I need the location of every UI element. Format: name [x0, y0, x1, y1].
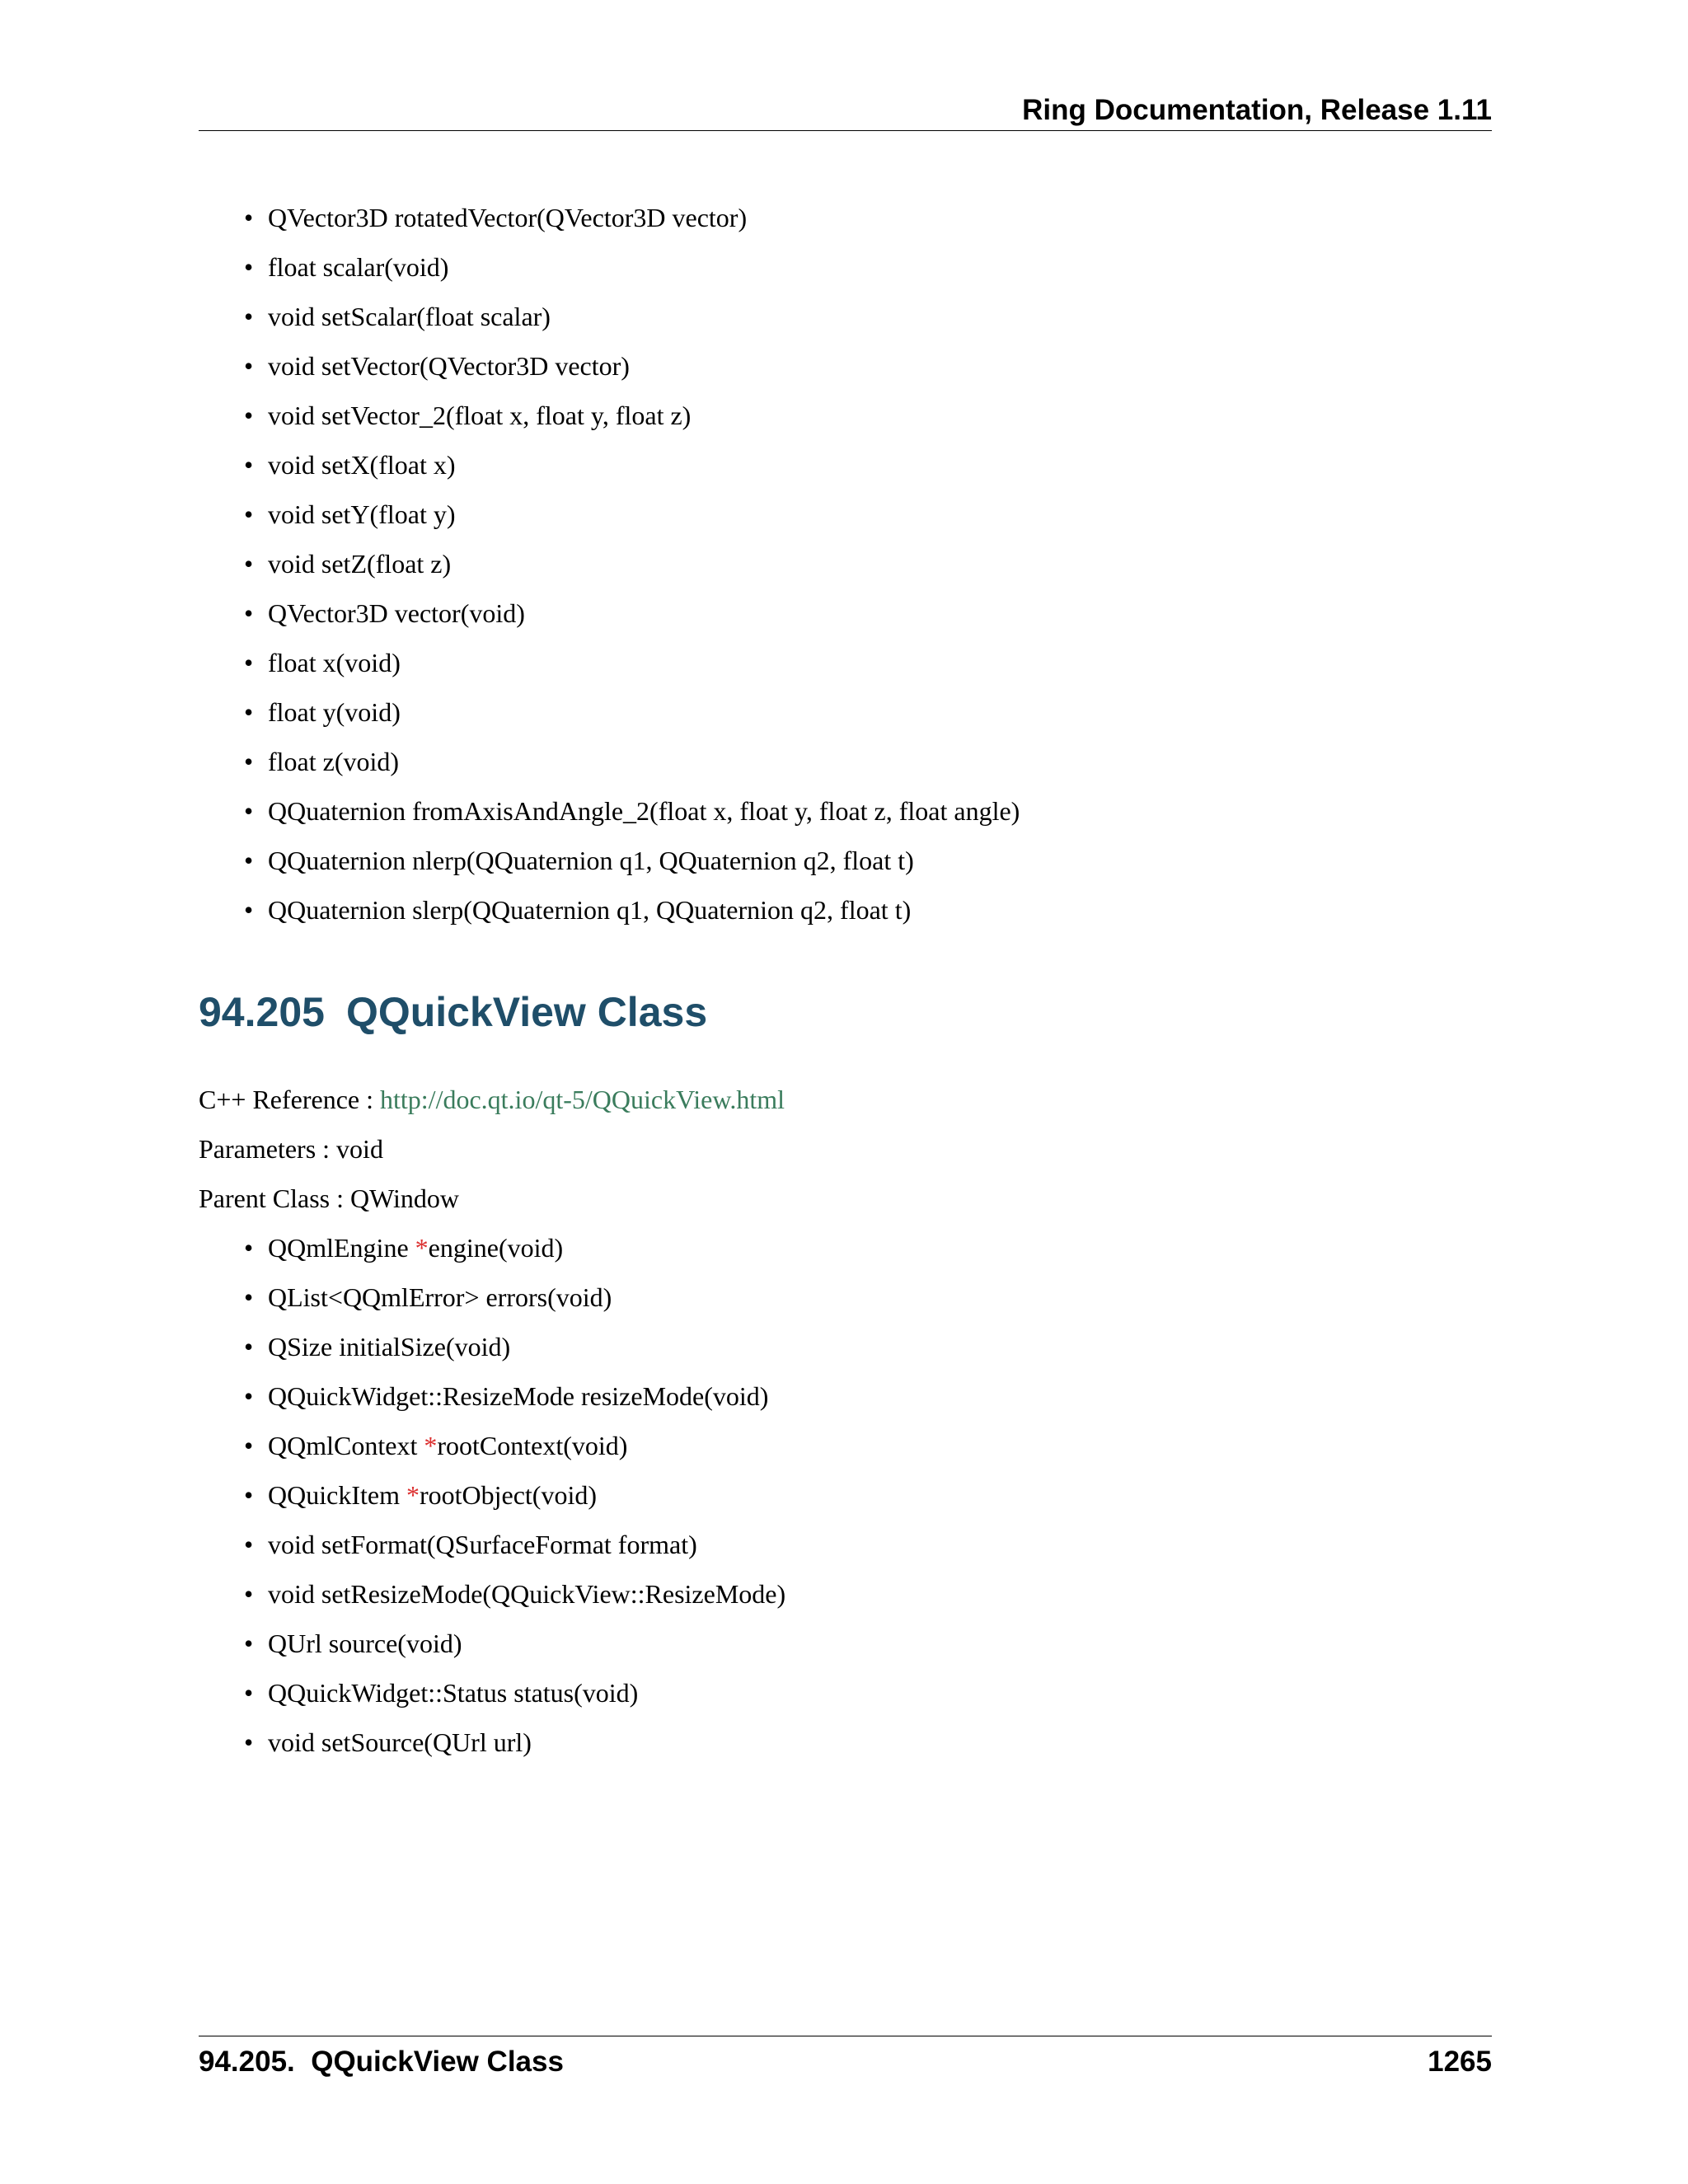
method-list-bottom	[0, 1223, 1688, 1767]
list-item	[0, 1421, 1688, 1470]
method-list-top	[0, 193, 1688, 935]
signature-text: QSize initialSize(void)	[268, 1332, 511, 1361]
method-signature: void setX(float x)	[268, 450, 456, 480]
list-item	[0, 687, 1688, 737]
signature-text: QQmlContext	[268, 1431, 424, 1460]
signature-text: engine(void)	[428, 1233, 564, 1263]
list-item	[0, 391, 1688, 440]
bullet-icon: •	[244, 302, 254, 331]
method-signature: void setZ(float z)	[268, 549, 452, 579]
method-signature	[268, 1569, 785, 1619]
bullet-icon: •	[244, 1727, 254, 1757]
list-item	[0, 440, 1688, 490]
pointer-star: *	[415, 1233, 429, 1263]
method-signature: QVector3D rotatedVector(QVector3D vector)	[268, 203, 748, 232]
signature-text: QUrl source(void)	[268, 1629, 462, 1658]
list-item	[0, 292, 1688, 341]
bullet-icon: •	[244, 895, 254, 925]
section-number: 94.205	[199, 989, 325, 1035]
bullet-icon: •	[244, 1233, 254, 1263]
list-item	[0, 786, 1688, 836]
method-signature	[268, 1718, 532, 1767]
bullet-icon: •	[244, 1381, 254, 1411]
parent-class-line: Parent Class : QWindow	[199, 1183, 460, 1213]
header-rule	[199, 130, 1492, 131]
bullet-icon: •	[244, 747, 254, 776]
bullet-icon: •	[244, 697, 254, 727]
bullet-icon: •	[244, 450, 254, 480]
signature-text: rootObject(void)	[419, 1480, 597, 1510]
signature-text: QQuickWidget::ResizeMode resizeMode(void)	[268, 1381, 769, 1411]
list-item	[0, 836, 1688, 885]
cpp-reference-line	[199, 1075, 785, 1124]
list-item	[0, 539, 1688, 588]
bullet-icon: •	[244, 846, 254, 875]
list-item	[0, 1470, 1688, 1520]
footer-section-title: 94.205. QQuickView Class	[199, 2046, 564, 2078]
bullet-icon: •	[244, 1629, 254, 1658]
signature-text: void setResizeMode(QQuickView::ResizeMode)	[268, 1579, 786, 1609]
method-signature: QQuaternion nlerp(QQuaternion q1, QQuaternion q2, float t)	[268, 846, 914, 875]
bullet-icon: •	[244, 499, 254, 529]
list-item	[0, 1619, 1688, 1668]
method-signature: void setY(float y)	[268, 499, 456, 529]
list-item	[0, 885, 1688, 935]
method-signature	[268, 1470, 597, 1520]
signature-text: void setFormat(QSurfaceFormat format)	[268, 1530, 697, 1559]
signature-text: rootContext(void)	[437, 1431, 628, 1460]
method-signature	[268, 1520, 697, 1569]
list-item	[0, 1322, 1688, 1371]
method-signature: float x(void)	[268, 648, 401, 677]
method-signature: void setVector_2(float x, float y, float z)	[268, 401, 692, 430]
list-item	[0, 638, 1688, 687]
bullet-icon: •	[244, 648, 254, 677]
bullet-icon: •	[244, 1678, 254, 1708]
list-item	[0, 490, 1688, 539]
method-signature: void setVector(QVector3D vector)	[268, 351, 630, 381]
list-item	[0, 737, 1688, 786]
method-signature: float z(void)	[268, 747, 400, 776]
bullet-icon: •	[244, 203, 254, 232]
method-signature: QVector3D vector(void)	[268, 598, 525, 628]
page-number: 1265	[1428, 2046, 1492, 2078]
running-header-title: Ring Documentation, Release 1.11	[1022, 94, 1492, 126]
bullet-icon: •	[244, 549, 254, 579]
method-signature	[268, 1272, 612, 1322]
list-item	[0, 588, 1688, 638]
pointer-star: *	[406, 1480, 420, 1510]
section-heading	[199, 986, 707, 1038]
method-signature: float scalar(void)	[268, 252, 449, 282]
bullet-icon: •	[244, 796, 254, 826]
list-item	[0, 1718, 1688, 1767]
bullet-icon: •	[244, 401, 254, 430]
method-signature: void setScalar(float scalar)	[268, 302, 551, 331]
bullet-icon: •	[244, 1480, 254, 1510]
method-signature	[268, 1668, 638, 1718]
section-title: QQuickView Class	[345, 989, 708, 1035]
bullet-icon: •	[244, 252, 254, 282]
list-item	[0, 341, 1688, 391]
list-item	[0, 193, 1688, 242]
list-item	[0, 1668, 1688, 1718]
bullet-icon: •	[244, 1431, 254, 1460]
signature-text: QList<QQmlError> errors(void)	[268, 1282, 612, 1312]
bullet-icon: •	[244, 1282, 254, 1312]
list-item	[0, 1371, 1688, 1421]
signature-text: QQmlEngine	[268, 1233, 415, 1263]
bullet-icon: •	[244, 1332, 254, 1361]
reference-label: C++ Reference :	[199, 1085, 380, 1114]
method-signature: QQuaternion slerp(QQuaternion q1, QQuaternion q2, float t)	[268, 895, 912, 925]
list-item	[0, 1223, 1688, 1272]
signature-text: QQuickItem	[268, 1480, 406, 1510]
parameters-line: Parameters : void	[199, 1134, 383, 1164]
method-signature	[268, 1619, 462, 1668]
list-item	[0, 1520, 1688, 1569]
bullet-icon: •	[244, 1530, 254, 1559]
list-item	[0, 1272, 1688, 1322]
bullet-icon: •	[244, 1579, 254, 1609]
list-item	[0, 242, 1688, 292]
bullet-icon: •	[244, 598, 254, 628]
bullet-icon: •	[244, 351, 254, 381]
signature-text: QQuickWidget::Status status(void)	[268, 1678, 639, 1708]
method-signature	[268, 1223, 563, 1272]
pointer-star: *	[424, 1431, 438, 1460]
method-signature: float y(void)	[268, 697, 401, 727]
method-signature	[268, 1371, 768, 1421]
signature-text: void setSource(QUrl url)	[268, 1727, 532, 1757]
reference-link[interactable]: http://doc.qt.io/qt-5/QQuickView.html	[380, 1085, 785, 1114]
method-signature	[268, 1322, 510, 1371]
list-item	[0, 1569, 1688, 1619]
method-signature: QQuaternion fromAxisAndAngle_2(float x, float y, float z, float angle)	[268, 796, 1020, 826]
method-signature	[268, 1421, 627, 1470]
